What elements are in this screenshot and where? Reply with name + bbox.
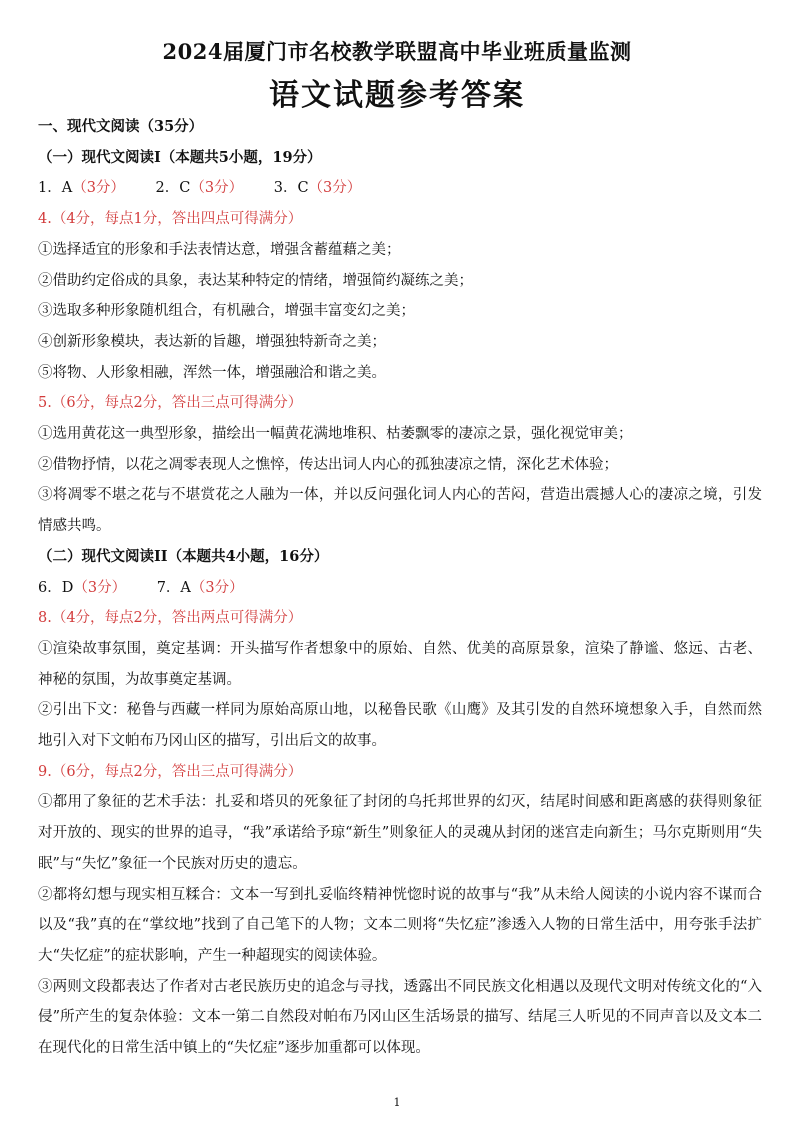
answer-q6: 6．D（3分） [38, 579, 127, 596]
mc-answers-row-2 [38, 573, 762, 604]
q8-point: ①渲染故事氛围，奠定基调：开头描写作者想象中的原始、自然、优美的高原景象，渲染了静谧、悠远、古老、神秘的氛围，为故事奠定基调。 [38, 640, 762, 688]
q9-point: ①都用了象征的艺术手法：扎妥和塔贝的死象征了封闭的乌托邦世界的幻灭，结尾时间感和距离感的获得则象征对开放的、现实的世界的追寻，“我”承诺给予琼“新生”则象征人的灵魂从封闭的迷宫走向新生；马尔克斯则用“失眠”与“失忆”象征一个民族对历史的遗忘。 [38, 794, 762, 872]
document-title: 2024届厦门市名校教学联盟高中毕业班质量监测 [162, 39, 632, 64]
q8-scoring: 8.（4分，每点2分，答出两点可得满分） [38, 610, 303, 627]
section-heading: 一、现代文阅读（35分） [38, 118, 204, 135]
q4-point: ③选取多种形象随机组合，有机融合，增强丰富变幻之美； [38, 303, 415, 320]
q4-point: ④创新形象模块，表达新的旨趣，增强独特新奇之美； [38, 333, 386, 350]
q5-scoring: 5.（6分，每点2分，答出三点可得满分） [38, 395, 303, 412]
answer-q1: 1．A（3分） [38, 180, 125, 197]
q5-point: ①选用黄花这一典型形象，描绘出一幅黄花满地堆积、枯萎飘零的凄凉之景，强化视觉审美； [38, 426, 633, 443]
q4-scoring: 4.（4分，每点1分，答出四点可得满分） [38, 211, 303, 228]
q4-point: ⑤将物、人形象相融，浑然一体，增强融洽和谐之美。 [38, 364, 386, 381]
part1-heading: （一）现代文阅读I（本题共5小题，19分） [38, 148, 322, 166]
q9-scoring: 9.（6分，每点2分，答出三点可得满分） [38, 763, 303, 780]
q4-point: ②借助约定俗成的具象，表达某种特定的情绪，增强简约凝练之美； [38, 272, 473, 289]
answer-q7: 7．A（3分） [156, 579, 244, 596]
q5-point: ②借物抒情，以花之凋零表现人之憔悴，传达出词人内心的孤独凄凉之情，深化艺术体验； [38, 456, 618, 473]
q9-point: ②都将幻想与现实相互糅合：文本一写到扎妥临终精神恍惚时说的故事与“我”从未给人阅读的小说内容不谋而合以及“我”真的在“掌纹地”找到了自己笔下的人物；文本二则将“失忆症”渗透入人物的日常生活中，用夸张手法扩大“失忆症”的症状影响，产生一种超现实的阅读体验。 [38, 886, 762, 964]
page-number: 1 [393, 1096, 401, 1109]
document-subtitle: 语文试题参考答案 [269, 78, 525, 113]
answer-q3: 3．C（3分） [273, 180, 362, 197]
part2-heading: （二）现代文阅读II（本题共4小题，16分） [38, 547, 329, 565]
q4-point: ①选择适宜的形象和手法表情达意，增强含蓄蕴藉之美； [38, 241, 401, 258]
answer-content [38, 112, 762, 1064]
answer-q2: 2．C（3分） [155, 180, 244, 197]
q9-point: ③两则文段都表达了作者对古老民族历史的追念与寻找，透露出不同民族文化相遇以及现代文明对传统文化的“入侵”所产生的复杂体验：文本一第二自然段对帕布乃冈山区生活场景的描写、结尾三人听见的不同声音以及文本二在现代化的日常生活中镇上的“失忆症”逐步加重都可以体现。 [38, 978, 762, 1057]
q8-point: ②引出下文：秘鲁与西藏一样同为原始高原山地，以秘鲁民歌《山鹰》及其引发的自然环境想象入手，自然而然地引入对下文帕布乃冈山区的描写，引出后文的故事。 [38, 702, 762, 750]
q5-point: ③将凋零不堪之花与不堪赏花之人融为一体，并以反问强化词人内心的苦闷，营造出震撼人心的凄凉之境，引发情感共鸣。 [38, 487, 762, 535]
mc-answers-row-1 [38, 173, 762, 204]
